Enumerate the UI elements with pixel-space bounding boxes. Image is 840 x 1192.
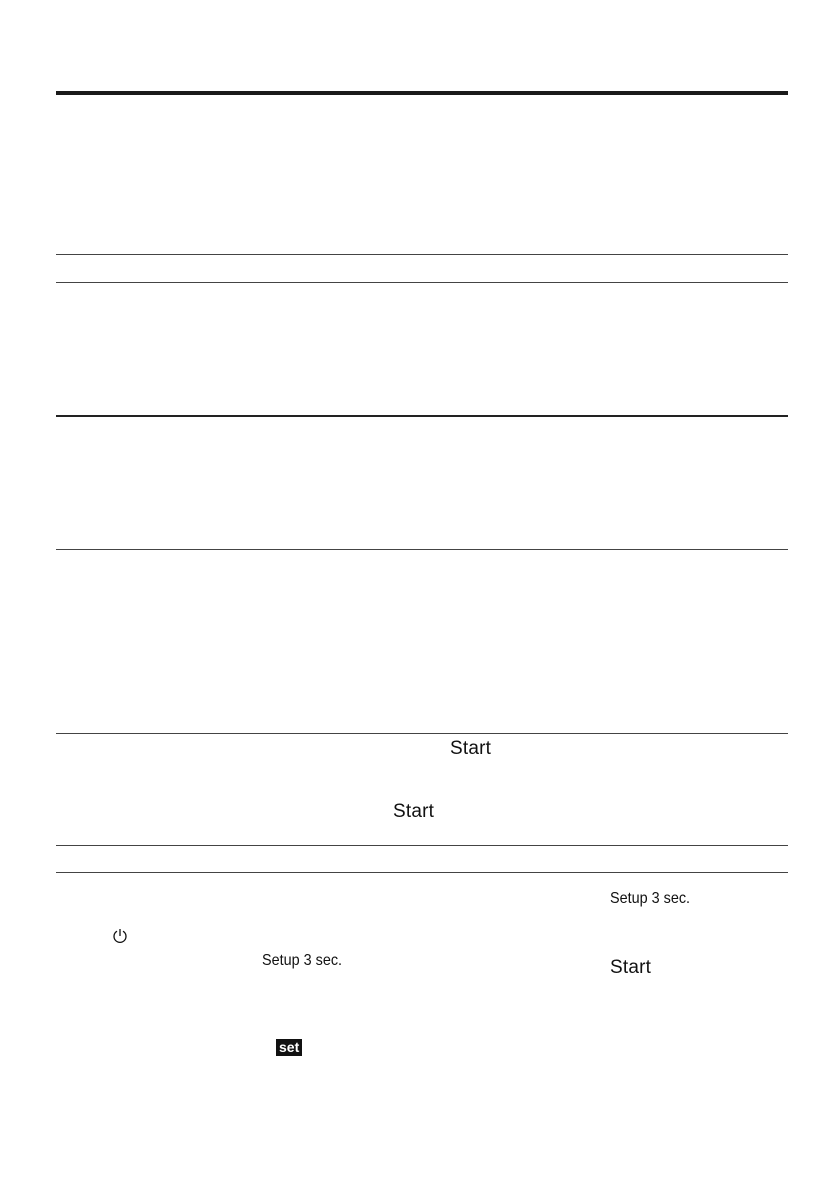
table-rule-1 — [56, 254, 788, 255]
table-rule-7 — [56, 872, 788, 873]
header-rule — [56, 91, 788, 95]
table-rule-5 — [56, 733, 788, 734]
power-icon — [112, 928, 128, 949]
table-rule-4 — [56, 549, 788, 550]
setup-label: Setup 3 sec. — [610, 890, 691, 907]
start-label: Start — [393, 801, 435, 822]
table-rule-2 — [56, 282, 788, 283]
setup-label: Setup 3 sec. — [262, 952, 343, 969]
table-rule-3 — [56, 415, 788, 417]
table-rule-6 — [56, 845, 788, 846]
set-badge: set — [276, 1039, 302, 1056]
start-label: Start — [610, 957, 652, 978]
start-label: Start — [450, 738, 492, 759]
